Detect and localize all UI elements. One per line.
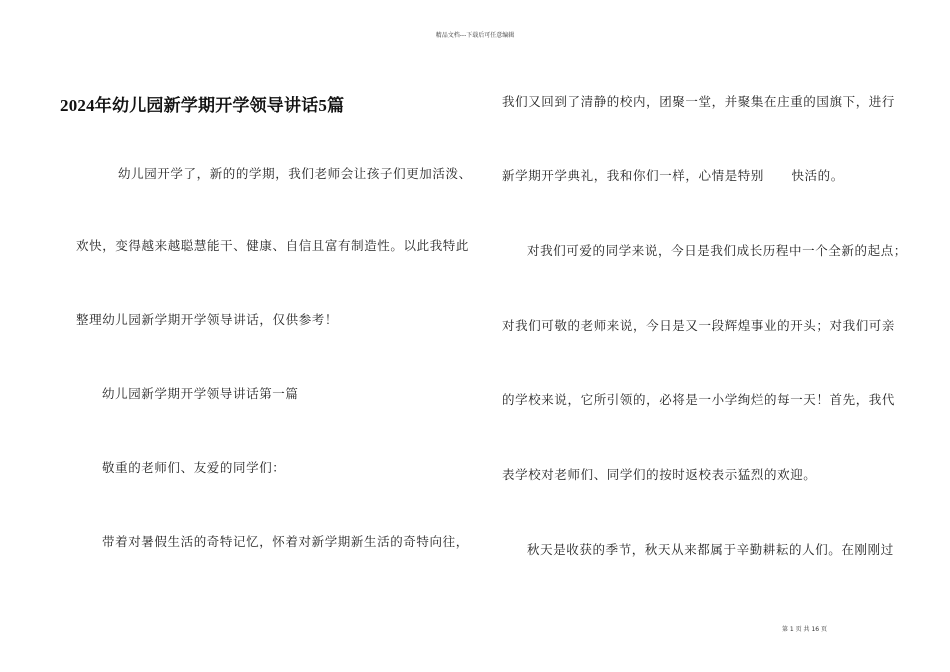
paragraph-line: 幼儿园开学了，新的的学期，我们老师会让孩子们更加活泼、 bbox=[118, 166, 472, 181]
document-title: 2024年幼儿园新学期开学领导讲话5篇 bbox=[60, 96, 345, 115]
paragraph-line: 整理幼儿园新学期开学领导讲话，仅供参考！ bbox=[76, 312, 339, 327]
page-number: 第 1 页 共 16 页 bbox=[782, 626, 827, 633]
section-heading: 幼儿园新学期开学领导讲话第一篇 bbox=[102, 386, 299, 401]
paragraph-line: 欢快，变得越来越聪慧能干、健康、自信且富有制造性。以此我特此 bbox=[76, 238, 470, 253]
paragraph-line: 我们又回到了清静的校内，团聚一堂，并聚集在庄重的国旗下，进行 bbox=[502, 94, 896, 109]
paragraph-line: 对我们可敬的老师来说，今日是又一段辉煌事业的开头；对我们可亲 bbox=[502, 318, 896, 333]
document-header-note: 精品文档---下载后可任意编辑 bbox=[435, 32, 515, 39]
paragraph-line: 秋天是收获的季节，秋天从来都属于辛勤耕耘的人们。在刚刚过 bbox=[527, 542, 894, 557]
paragraph-line: 对我们可爱的同学来说，今日是我们成长历程中一个全新的起点； bbox=[527, 243, 907, 258]
paragraph-line: 带着对暑假生活的奇特记忆，怀着对新学期新生活的奇特向往， bbox=[102, 534, 469, 549]
paragraph-line: 的学校来说，它所引领的，必将是一小学绚烂的每一天！首先，我代 bbox=[502, 392, 896, 407]
salutation-line: 敬重的老师们、友爱的同学们： bbox=[102, 460, 286, 475]
paragraph-line: 新学期开学典礼，我和你们一样，心情是特别 快活的。 bbox=[502, 168, 844, 183]
paragraph-line: 表学校对老师们、同学们的按时返校表示猛烈的欢迎。 bbox=[502, 467, 817, 482]
